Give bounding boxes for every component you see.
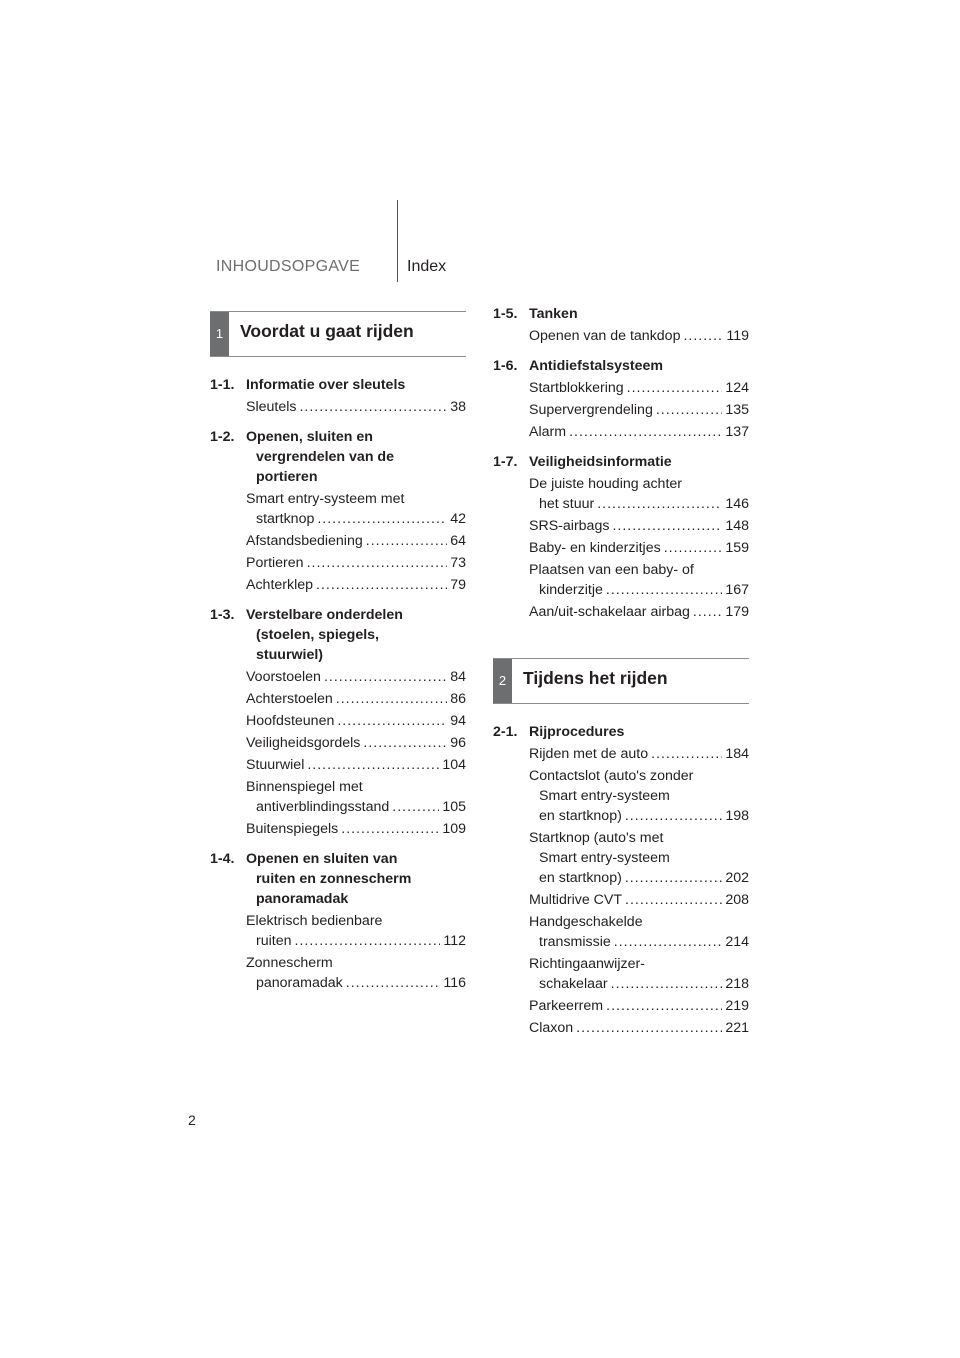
dot-leader: [341, 819, 439, 839]
dot-leader: [363, 733, 447, 753]
toc-entry-line: [529, 828, 749, 848]
toc-entry[interactable]: [529, 954, 749, 994]
section-number-badge: 1: [210, 312, 229, 356]
toc-entry-line: [529, 806, 749, 826]
toc-entry-text: Startknop (auto's met: [529, 830, 664, 846]
toc-entry-page: 167: [725, 582, 749, 598]
dot-leader: [683, 326, 723, 346]
toc-entry[interactable]: [246, 667, 466, 687]
dot-leader: [307, 755, 439, 775]
dot-leader: [627, 378, 723, 398]
toc-entry-page: 221: [725, 1020, 749, 1036]
dot-leader: [295, 931, 441, 951]
chapter-number: 1-1.: [210, 377, 235, 393]
chapter: [493, 722, 749, 1038]
toc-entry-text: Multidrive CVT: [529, 892, 623, 908]
chapter-title-line: Rijprocedures: [529, 724, 625, 740]
toc-entry-text: ruiten: [256, 933, 292, 949]
chapter-number: 1-6.: [493, 358, 518, 374]
toc-entry-line: [529, 1018, 749, 1038]
toc-entry-line: [246, 575, 466, 595]
toc-entry-line: [246, 733, 466, 753]
toc-entry[interactable]: [246, 397, 466, 417]
toc-entry-line: [246, 755, 466, 775]
dot-leader: [569, 422, 722, 442]
toc-entry[interactable]: [246, 553, 466, 573]
toc-entry-line: [529, 560, 749, 580]
toc-entry-page: 135: [725, 402, 749, 418]
toc-entry-page: 94: [450, 713, 466, 729]
chapter-title-text: [529, 304, 749, 324]
chapter-title-text: [246, 375, 466, 395]
toc-entry-page: 202: [725, 870, 749, 886]
toc-entry[interactable]: [246, 953, 466, 993]
toc-entry-text: Smart entry-systeem: [539, 850, 670, 866]
chapter: [210, 605, 466, 839]
toc-entry-text: Plaatsen van een baby- of: [529, 562, 694, 578]
chapter-title-line: Informatie over sleutels: [246, 377, 406, 393]
toc-entry[interactable]: [246, 575, 466, 595]
toc-entry[interactable]: [529, 422, 749, 442]
toc-entry-text: panoramadak: [256, 975, 343, 991]
toc-entry-page: 179: [725, 604, 749, 620]
toc-entry[interactable]: [529, 1018, 749, 1038]
dot-leader: [693, 602, 722, 622]
toc-entry-text: Baby- en kinderzitjes: [529, 540, 661, 556]
toc-entry[interactable]: [246, 777, 466, 817]
toc-entry-line: [246, 489, 466, 509]
toc-entry[interactable]: [529, 744, 749, 764]
toc-entry-line: [529, 516, 749, 536]
toc-entry[interactable]: [529, 828, 749, 888]
toc-entry-line: [246, 667, 466, 687]
toc-entry-text: Buitenspiegels: [246, 821, 339, 837]
chapter-title: [210, 849, 466, 909]
header-toc-tab[interactable]: INHOUDSOPGAVE: [216, 258, 361, 275]
dot-leader: [606, 996, 722, 1016]
chapter-title-line: Veiligheidsinformatie: [529, 454, 672, 470]
toc-entry-text: Richtingaanwijzer-: [529, 956, 645, 972]
toc-entry-page: 146: [725, 496, 749, 512]
toc-entry-line: [529, 744, 749, 764]
toc-entry-line: [529, 580, 749, 600]
header-index-tab[interactable]: Index: [407, 258, 447, 275]
dot-leader: [316, 575, 447, 595]
page-number: 2: [188, 1112, 196, 1128]
section-title: Tijdens het rijden: [523, 668, 668, 688]
dot-leader: [656, 400, 722, 420]
toc-entry-text: Zonnescherm: [246, 955, 333, 971]
toc-entry-line: [529, 954, 749, 974]
toc-entry[interactable]: [529, 400, 749, 420]
toc-entry-line: [246, 777, 466, 797]
toc-entry-line: [529, 538, 749, 558]
toc-entry-line: [246, 911, 466, 931]
section-number-badge: 2: [493, 659, 512, 703]
toc-entry-text: startknop: [256, 511, 315, 527]
toc-entry-page: 109: [442, 821, 466, 837]
toc-entry-text: De juiste houding achter: [529, 476, 683, 492]
toc-entry-text: Startblokkering: [529, 380, 624, 396]
chapter-number: 1-3.: [210, 607, 235, 623]
toc-entry-line: [529, 474, 749, 494]
chapter-title: [493, 356, 749, 376]
toc-entry-text: Contactslot (auto's zonder: [529, 768, 694, 784]
toc-column-left: [210, 311, 466, 1003]
chapter-title-line: Openen, sluiten en: [246, 429, 373, 445]
toc-entry[interactable]: [529, 890, 749, 910]
chapter-title-text: [529, 356, 749, 376]
toc-entry-text: Parkeerrem: [529, 998, 604, 1014]
dot-leader: [317, 509, 447, 529]
dot-leader: [346, 973, 441, 993]
dot-leader: [651, 744, 722, 764]
toc-entry-page: 218: [725, 976, 749, 992]
toc-entry-page: 86: [450, 691, 466, 707]
toc-entry-line: [529, 378, 749, 398]
chapter-number: 1-2.: [210, 429, 235, 445]
chapter: [493, 452, 749, 622]
chapter-title-line: Verstelbare onderdelen: [246, 607, 403, 623]
toc-entry[interactable]: [246, 755, 466, 775]
chapter-title-line: Openen en sluiten van: [246, 851, 398, 867]
toc-entry[interactable]: [529, 560, 749, 600]
toc-entry-line: [246, 953, 466, 973]
toc-entry-page: 73: [450, 555, 466, 571]
toc-entry-text: kinderzitje: [539, 582, 603, 598]
toc-entry-text: Rijden met de auto: [529, 746, 649, 762]
section-header: [493, 658, 749, 704]
toc-entry[interactable]: [246, 711, 466, 731]
toc-entry-text: en startknop): [539, 808, 622, 824]
toc-entry-line: [529, 974, 749, 994]
toc-entry-page: 137: [725, 424, 749, 440]
toc-entry[interactable]: [246, 689, 466, 709]
toc-entry-text: Hoofdsteunen: [246, 713, 335, 729]
toc-entry-text: transmissie: [539, 934, 611, 950]
dot-leader: [307, 553, 448, 573]
toc-entry-text: Aan/uit-schakelaar airbag: [529, 604, 690, 620]
dot-leader: [366, 531, 447, 551]
chapter-number: 1-7.: [493, 454, 518, 470]
toc-entry-page: 105: [442, 799, 466, 815]
chapter-title-text: [246, 427, 466, 487]
toc-entry-line: [246, 553, 466, 573]
chapter: [493, 304, 749, 346]
toc-entry[interactable]: [246, 819, 466, 839]
toc-entry-line: [529, 602, 749, 622]
toc-entry-page: 159: [725, 540, 749, 556]
chapter-title-line: Antidiefstalsysteem: [529, 358, 664, 374]
toc-entry-line: [529, 400, 749, 420]
toc-entry-line: [246, 819, 466, 839]
toc-entry-text: Openen van de tankdop: [529, 328, 681, 344]
toc-entry-page: 104: [442, 757, 466, 773]
toc-entry-page: 198: [725, 808, 749, 824]
chapter-title-line: ruiten en zonnescherm: [256, 871, 412, 887]
chapter: [210, 375, 466, 417]
section-header: [210, 311, 466, 357]
toc-entry[interactable]: [246, 489, 466, 529]
toc-entry-page: 84: [450, 669, 466, 685]
toc-entry-page: 116: [443, 975, 466, 991]
toc-entry-page: 214: [725, 934, 749, 950]
toc-entry[interactable]: [529, 996, 749, 1016]
dot-leader: [299, 397, 447, 417]
toc-entry-text: Sleutels: [246, 399, 297, 415]
dot-leader: [606, 580, 722, 600]
toc-entry-line: [529, 326, 749, 346]
chapter-title-line: (stoelen, spiegels,: [256, 627, 379, 643]
toc-entry-page: 124: [725, 380, 749, 396]
toc-entry-line: [529, 494, 749, 514]
toc-entry[interactable]: [529, 516, 749, 536]
toc-entry-line: [246, 973, 466, 993]
chapter-title: [210, 375, 466, 395]
toc-entry[interactable]: [246, 531, 466, 551]
toc-entry-text: antiverblindingsstand: [256, 799, 390, 815]
toc-entry[interactable]: [529, 766, 749, 826]
toc-entry-text: Afstandsbediening: [246, 533, 363, 549]
section-title: Voordat u gaat rijden: [240, 321, 414, 341]
toc-entry-line: [529, 912, 749, 932]
toc-entry-page: 42: [450, 511, 466, 527]
dot-leader: [612, 516, 722, 536]
toc-entry-line: [529, 422, 749, 442]
toc-entry-text: Stuurwiel: [246, 757, 305, 773]
dot-leader: [576, 1018, 722, 1038]
toc-entry[interactable]: [246, 911, 466, 951]
toc-entry-line: [246, 797, 466, 817]
toc-entry-page: 219: [725, 998, 749, 1014]
toc-entry-line: [246, 397, 466, 417]
toc-entry-text: Voorstoelen: [246, 669, 321, 685]
toc-entry-page: 148: [725, 518, 749, 534]
dot-leader: [625, 890, 722, 910]
chapter-title-line: panoramadak: [256, 891, 349, 907]
toc-entry-page: 64: [450, 533, 466, 549]
dot-leader: [597, 494, 722, 514]
chapter-title-line: Tanken: [529, 306, 578, 322]
toc-entry-line: [529, 848, 749, 868]
toc-entry-line: [529, 890, 749, 910]
toc-entry-text: en startknop): [539, 870, 622, 886]
dot-leader: [614, 932, 723, 952]
toc-entry-text: Supervergrendeling: [529, 402, 653, 418]
chapter-title-text: [246, 605, 466, 665]
toc-entry[interactable]: [529, 326, 749, 346]
toc-entry-page: 38: [450, 399, 466, 415]
toc-entry-text: Elektrisch bedienbare: [246, 913, 383, 929]
toc-entry-page: 208: [725, 892, 749, 908]
toc-entry-page: 96: [450, 735, 466, 751]
toc-entry-text: het stuur: [539, 496, 595, 512]
dot-leader: [337, 711, 447, 731]
chapter-title: [210, 605, 466, 665]
chapter-number: 2-1.: [493, 724, 518, 740]
dot-leader: [625, 806, 723, 826]
dot-leader: [392, 797, 439, 817]
header-divider: [397, 200, 398, 282]
toc-entry-line: [246, 689, 466, 709]
toc-column-right: [493, 304, 749, 1048]
toc-entry-text: Claxon: [529, 1020, 574, 1036]
toc-entry[interactable]: [529, 378, 749, 398]
dot-leader: [611, 974, 723, 994]
chapter-title-text: [246, 849, 466, 909]
chapter-title: [493, 452, 749, 472]
toc-entry-page: 119: [726, 328, 749, 344]
chapter-number: 1-4.: [210, 851, 235, 867]
chapter-title: [493, 304, 749, 324]
toc-entry-text: Smart entry-systeem met: [246, 491, 405, 507]
toc-entry-line: [529, 932, 749, 952]
toc-entry[interactable]: [246, 733, 466, 753]
toc-entry-line: [529, 996, 749, 1016]
toc-entry[interactable]: [529, 602, 749, 622]
dot-leader: [336, 689, 447, 709]
toc-entry-line: [246, 531, 466, 551]
toc-entry-line: [529, 786, 749, 806]
chapter-title-line: portieren: [256, 469, 318, 485]
toc-entry-text: Binnenspiegel met: [246, 779, 363, 795]
toc-entry-line: [529, 868, 749, 888]
toc-entry-text: SRS-airbags: [529, 518, 610, 534]
chapter-number: 1-5.: [493, 306, 518, 322]
toc-entry-line: [246, 931, 466, 951]
toc-entry-text: Achterklep: [246, 577, 314, 593]
chapter-title: [210, 427, 466, 487]
toc-entry-text: Smart entry-systeem: [539, 788, 670, 804]
chapter: [493, 356, 749, 442]
chapter: [210, 849, 466, 993]
toc-entry-page: 112: [443, 933, 466, 949]
toc-entry-page: 79: [450, 577, 466, 593]
chapter-title-line: vergrendelen van de: [256, 449, 394, 465]
toc-entry[interactable]: [529, 474, 749, 514]
dot-leader: [324, 667, 447, 687]
dot-leader: [625, 868, 723, 888]
toc-entry[interactable]: [529, 538, 749, 558]
chapter: [210, 427, 466, 595]
toc-entry[interactable]: [529, 912, 749, 952]
toc-entry-line: [246, 509, 466, 529]
toc-entry-text: Veiligheidsgordels: [246, 735, 361, 751]
dot-leader: [664, 538, 723, 558]
toc-entry-page: 184: [725, 746, 749, 762]
chapter-title-text: [529, 452, 749, 472]
toc-entry-line: [246, 711, 466, 731]
toc-entry-text: Handgeschakelde: [529, 914, 643, 930]
toc-entry-text: schakelaar: [539, 976, 608, 992]
toc-entry-text: Achterstoelen: [246, 691, 333, 707]
toc-entry-line: [529, 766, 749, 786]
chapter-title-line: stuurwiel): [256, 647, 324, 663]
chapter-title-text: [529, 722, 749, 742]
toc-entry-text: Alarm: [529, 424, 567, 440]
section-spacer: [493, 632, 749, 658]
toc-entry-text: Portieren: [246, 555, 304, 571]
chapter-title: [493, 722, 749, 742]
